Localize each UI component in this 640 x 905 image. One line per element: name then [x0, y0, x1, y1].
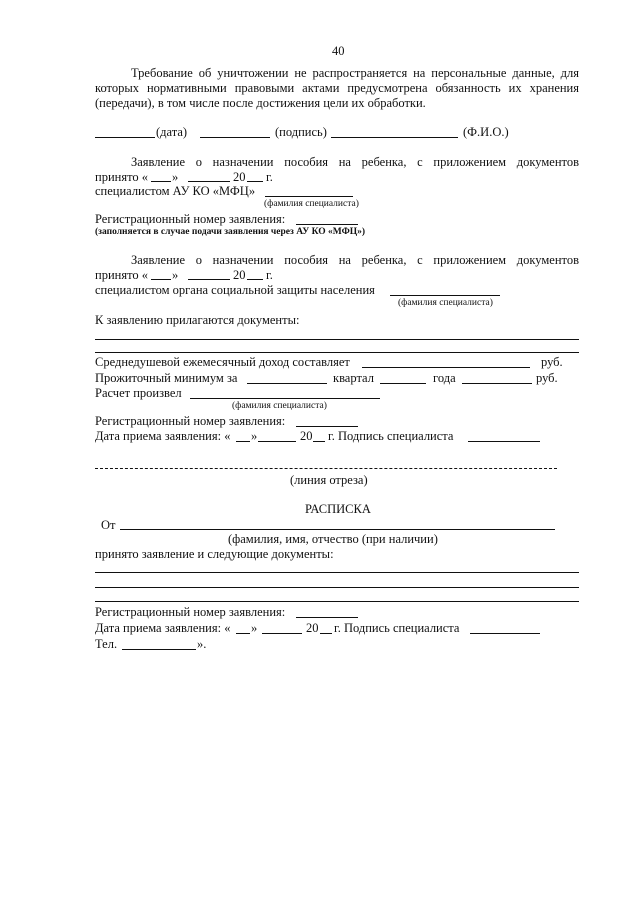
receipt-tel-line[interactable] [122, 649, 196, 650]
cut-line-label: (линия отреза) [290, 473, 368, 487]
cut-line [95, 468, 557, 469]
receipt-reg-number-label: Регистрационный номер заявления: [95, 605, 286, 619]
mfc-year: 20 [233, 170, 246, 184]
receipt-tel-label: Тел. [95, 637, 118, 651]
intro-line-1: Требование об уничтожении не распространяется на персональные данные, для [131, 66, 579, 80]
receipt-from-label: От [101, 518, 116, 532]
receipt-date-mid: » [251, 621, 258, 635]
mfc-accepted-prefix: принято « [95, 170, 148, 184]
receipt-accepted-label: принято заявление и следующие документы: [95, 547, 334, 561]
calc-line[interactable] [190, 398, 380, 399]
social-year-suffix: г. [266, 268, 273, 282]
receipt-from-hint: (фамилия, имя, отчество (при наличии) [228, 532, 438, 546]
attached-docs-label: К заявлению прилагаются документы: [95, 313, 300, 327]
receipt-date-label: Дата приема заявления: « [95, 621, 231, 635]
living-min-quarter: квартал [333, 371, 374, 385]
social-month-line[interactable] [188, 279, 230, 280]
living-min-year-word: года [433, 371, 456, 385]
mfc-note: (заполняется в случае подачи заявления через АУ КО «МФЦ») [95, 227, 366, 237]
signature-line[interactable] [200, 137, 270, 138]
fio-label: (Ф.И.О.) [463, 125, 509, 139]
income-sign-label: г. Подпись специалиста [328, 429, 454, 443]
income-sign-line[interactable] [468, 441, 540, 442]
living-min-year-line[interactable] [462, 383, 532, 384]
mfc-day-line[interactable] [151, 181, 171, 182]
social-accepted-prefix: принято « [95, 268, 148, 282]
attached-docs-line-2[interactable] [95, 352, 579, 353]
social-year: 20 [233, 268, 246, 282]
income-year: 20 [300, 429, 313, 443]
receipt-tel-suffix: ». [197, 637, 207, 651]
social-specialist-hint: (фамилия специалиста) [398, 298, 493, 308]
mfc-year-suffix: г. [266, 170, 273, 184]
mfc-specialist-label: специалистом АУ КО «МФЦ» [95, 184, 256, 198]
receipt-sign-label: г. Подпись специалиста [334, 621, 460, 635]
receipt-year: 20 [306, 621, 319, 635]
mfc-accepted-mid: » [172, 170, 179, 184]
mfc-specialist-line[interactable] [265, 196, 353, 197]
receipt-sign-line[interactable] [470, 633, 540, 634]
receipt-docs-line-2[interactable] [95, 587, 579, 588]
date-line[interactable] [95, 137, 155, 138]
mfc-month-line[interactable] [188, 181, 230, 182]
receipt-from-line[interactable] [120, 529, 555, 530]
income-day-line[interactable] [236, 441, 250, 442]
living-min-quarter-line[interactable] [380, 383, 426, 384]
social-accepted-mid: » [172, 268, 179, 282]
social-statement: Заявление о назначении пособия на ребенка, с приложением документов [131, 253, 579, 267]
mfc-statement: Заявление о назначении пособия на ребенка, с приложением документов [131, 155, 579, 169]
social-day-line[interactable] [151, 279, 171, 280]
receipt-year-line[interactable] [320, 633, 332, 634]
mfc-reg-number-line[interactable] [296, 224, 358, 225]
income-month-line[interactable] [258, 441, 296, 442]
living-min-period-line[interactable] [247, 383, 327, 384]
income-reg-number-label: Регистрационный номер заявления: [95, 414, 286, 428]
fio-line[interactable] [331, 137, 458, 138]
receipt-docs-line-1[interactable] [95, 572, 579, 573]
social-specialist-line[interactable] [390, 295, 500, 296]
signature-label: (подпись) [275, 125, 327, 139]
attached-docs-line-1[interactable] [95, 339, 579, 340]
living-min-label: Прожиточный минимум за [95, 371, 238, 385]
income-date-label: Дата приема заявления: « [95, 429, 231, 443]
mfc-year-line[interactable] [247, 181, 263, 182]
page-number: 40 [332, 44, 345, 58]
intro-line-3: (передачи), в том числе после достижения цели их обработки. [95, 96, 426, 110]
date-label: (дата) [156, 125, 188, 139]
calc-hint: (фамилия специалиста) [232, 401, 327, 411]
social-year-line[interactable] [247, 279, 263, 280]
income-date-mid: » [251, 429, 258, 443]
receipt-month-line[interactable] [262, 633, 302, 634]
avg-income-rub: руб. [541, 355, 563, 369]
mfc-specialist-hint: (фамилия специалиста) [264, 199, 359, 209]
receipt-docs-line-3[interactable] [95, 601, 579, 602]
receipt-reg-number-line[interactable] [296, 617, 358, 618]
calc-label: Расчет произвел [95, 386, 182, 400]
receipt-day-line[interactable] [236, 633, 250, 634]
avg-income-line[interactable] [362, 367, 530, 368]
intro-line-2: которых нормативными правовыми актами предусмотрена обязанность их хранения [95, 81, 579, 95]
social-specialist-label: специалистом органа социальной защиты населения [95, 283, 375, 297]
income-year-line[interactable] [313, 441, 325, 442]
income-reg-number-line[interactable] [296, 426, 358, 427]
receipt-title: РАСПИСКА [305, 502, 371, 516]
living-min-rub: руб. [536, 371, 558, 385]
avg-income-label: Среднедушевой ежемесячный доход составляет [95, 355, 350, 369]
mfc-reg-number-label: Регистрационный номер заявления: [95, 212, 286, 226]
